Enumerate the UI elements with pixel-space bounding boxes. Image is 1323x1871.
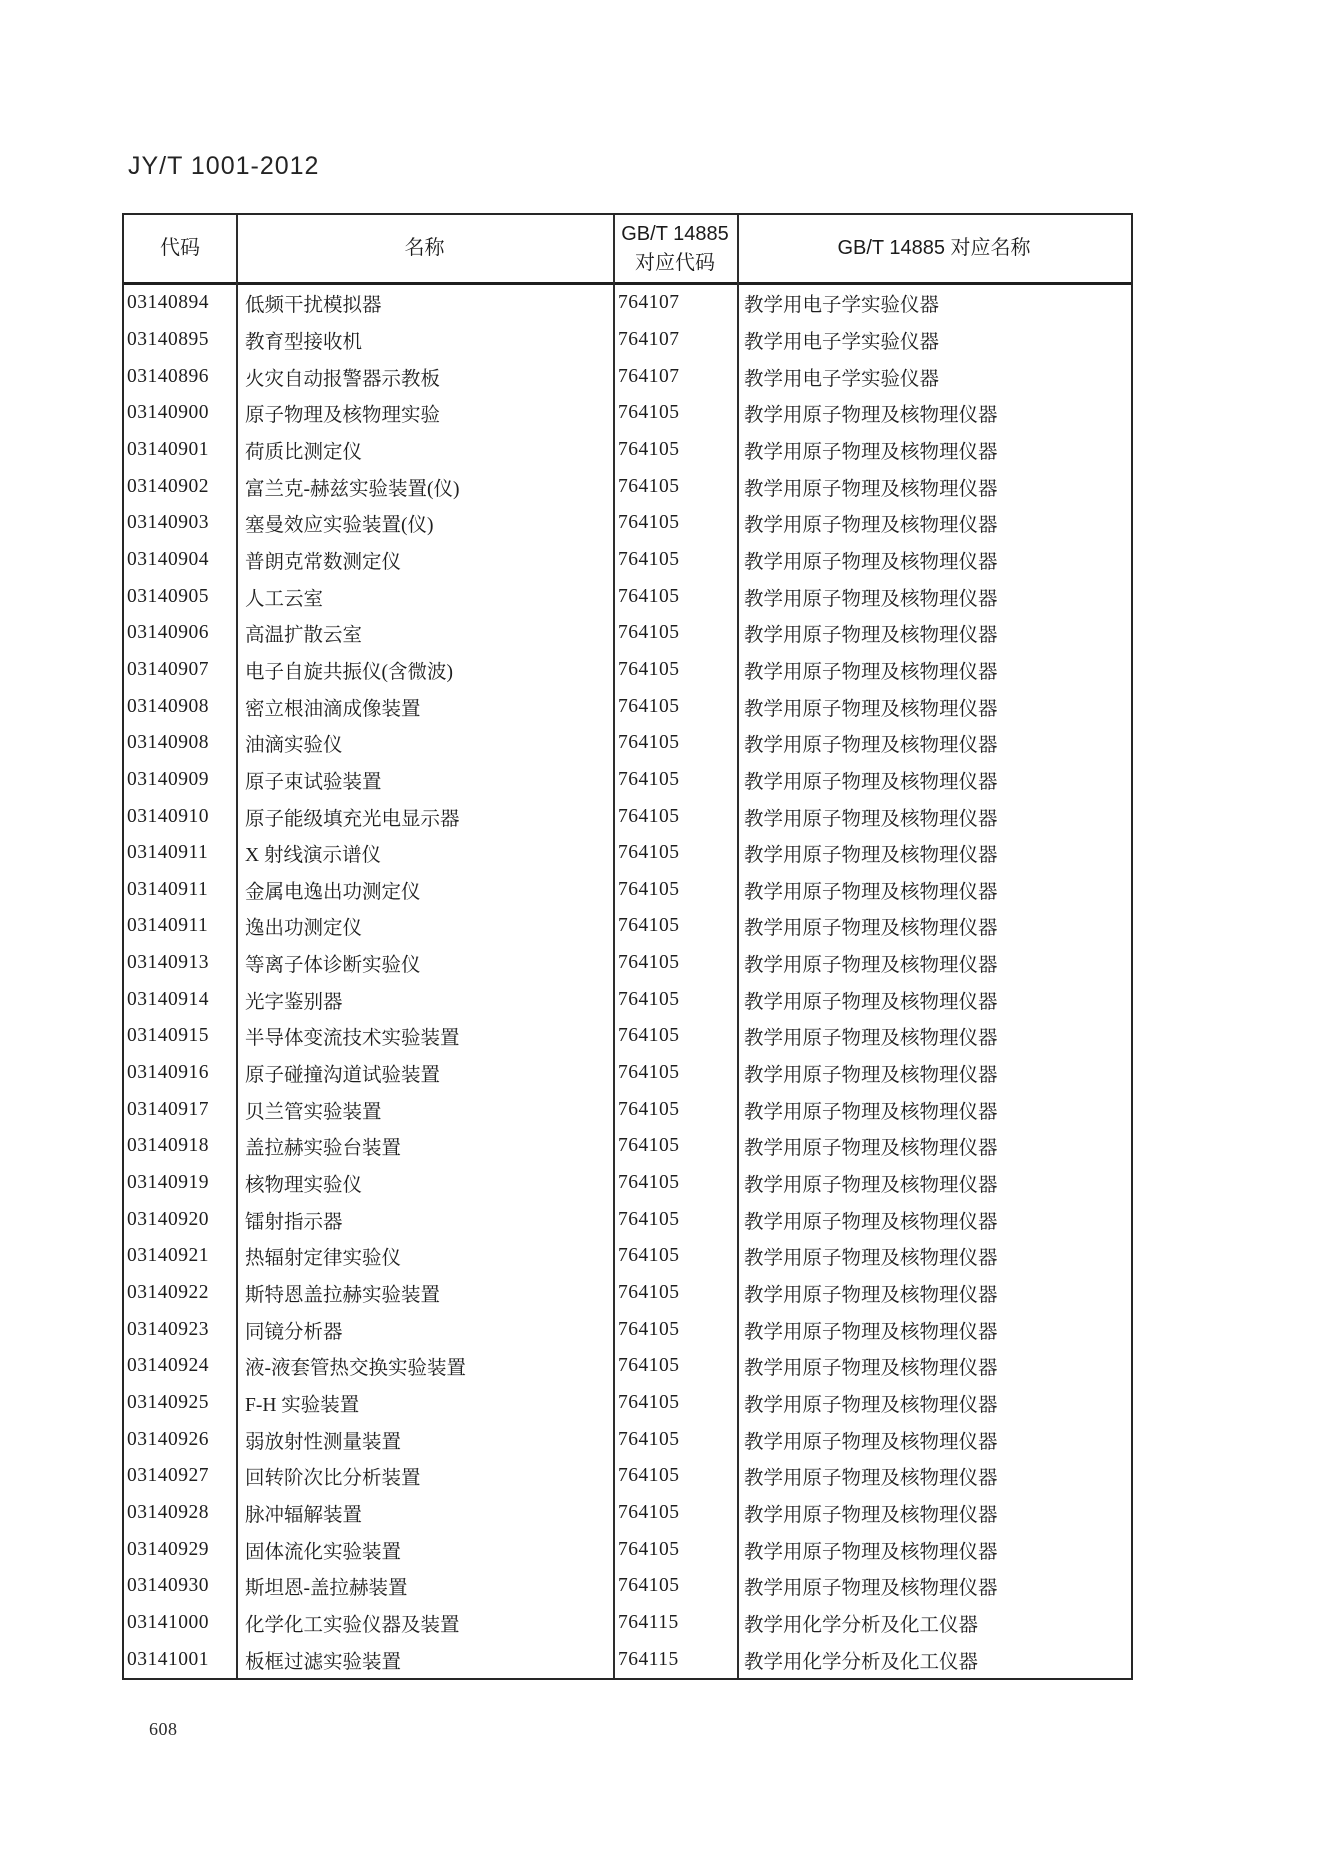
table-row [124,578,1131,615]
code-cell: 03140905 [127,585,209,607]
code-cell: 03140896 [127,365,209,387]
code-cell: 03140911 [127,878,209,900]
gb-name-cell: 教学用原子物理及核物理仪器 [744,1285,998,1307]
name-cell: 半导体变流技术实验装置 [245,1028,460,1050]
table-row [124,1018,1131,1055]
gb-code-cell: 764105 [618,548,680,570]
code-cell: 03140915 [127,1025,209,1047]
table-row [124,872,1131,909]
table-row [124,395,1131,432]
name-cell: 高温扩散云室 [245,625,363,647]
gb-name-cell: 教学用原子物理及核物理仪器 [744,1358,998,1380]
gb-code-cell: 764105 [618,732,680,754]
gb-code-cell: 764105 [618,952,680,974]
code-cell: 03140903 [127,512,209,534]
code-cell: 03140908 [127,695,209,717]
gb-code-cell: 764107 [618,292,680,314]
code-cell: 03140904 [127,548,209,570]
gb-name-cell: 教学用原子物理及核物理仪器 [744,551,998,573]
name-cell: 荷质比测定仪 [245,441,363,463]
table-row [124,1531,1131,1568]
gb-code-cell: 764105 [618,438,680,460]
name-cell: 富兰克-赫兹实验装置(仪) [245,478,460,500]
table-row [124,285,1131,322]
code-mapping-table [122,213,1133,1680]
gb-name-cell: 教学用原子物理及核物理仪器 [744,845,998,867]
gb-name-cell: 教学用原子物理及核物理仪器 [744,698,998,720]
gb-code-cell: 764105 [618,585,680,607]
name-cell: 镭射指示器 [245,1211,343,1233]
header-gb-code-line2: 对应代码 [635,251,715,274]
code-cell: 03141001 [127,1648,209,1670]
table-body [124,285,1131,1678]
table-row [124,432,1131,469]
table-row [124,1348,1131,1385]
table-row [124,688,1131,725]
gb-code-cell: 764105 [618,1501,680,1523]
gb-code-cell: 764105 [618,695,680,717]
header-gb-name: GB/T 14885 对应名称 [837,237,1031,259]
table-row [124,615,1131,652]
name-cell: 斯坦恩-盖拉赫装置 [245,1578,408,1600]
code-cell: 03140900 [127,402,209,424]
table-row [124,981,1131,1018]
table-row [124,1201,1131,1238]
gb-code-cell: 764105 [618,1208,680,1230]
table-row [124,1055,1131,1092]
gb-name-cell: 教学用化学分析及化工仪器 [744,1614,979,1636]
gb-name-cell: 教学用原子物理及核物理仪器 [744,881,998,903]
gb-code-cell: 764105 [618,1428,680,1450]
name-cell: 液-液套管热交换实验装置 [245,1358,466,1380]
gb-code-cell: 764115 [618,1611,679,1633]
gb-name-cell: 教学用原子物理及核物理仪器 [744,1468,998,1490]
name-cell: X 射线演示谱仪 [245,845,381,867]
gb-code-cell: 764107 [618,328,680,350]
code-cell: 03140909 [127,768,209,790]
gb-code-cell: 764105 [618,1465,680,1487]
name-cell: 逸出功测定仪 [245,918,363,940]
column-divider [737,215,739,1678]
gb-code-cell: 764105 [618,1025,680,1047]
table-row [124,1385,1131,1422]
code-cell: 03140910 [127,805,209,827]
code-cell: 03140901 [127,438,209,460]
code-cell: 03140908 [127,732,209,754]
name-cell: 热辐射定律实验仪 [245,1248,402,1270]
gb-name-cell: 教学用原子物理及核物理仪器 [744,1138,998,1160]
code-cell: 03140916 [127,1062,209,1084]
gb-name-cell: 教学用原子物理及核物理仪器 [744,661,998,683]
table-row [124,322,1131,359]
gb-name-cell: 教学用原子物理及核物理仪器 [744,1248,998,1270]
gb-code-cell: 764105 [618,1392,680,1414]
gb-code-cell: 764105 [618,475,680,497]
code-cell: 03140930 [127,1575,209,1597]
name-cell: 固体流化实验装置 [245,1541,402,1563]
header-code: 代码 [160,237,200,259]
code-cell: 03140919 [127,1172,209,1194]
gb-name-cell: 教学用原子物理及核物理仪器 [744,1321,998,1343]
code-cell: 03140895 [127,328,209,350]
name-cell: 盖拉赫实验台装置 [245,1138,402,1160]
gb-code-cell: 764105 [618,915,680,937]
code-cell: 03140907 [127,658,209,680]
gb-code-cell: 764105 [618,1172,680,1194]
standard-number-title: JY/T 1001-2012 [128,152,320,180]
code-cell: 03140928 [127,1501,209,1523]
code-cell: 03141000 [127,1611,209,1633]
code-cell: 03140929 [127,1538,209,1560]
code-cell: 03140911 [127,842,209,864]
table-row [124,1605,1131,1642]
name-cell: 弱放射性测量装置 [245,1431,402,1453]
name-cell: 塞曼效应实验装置(仪) [245,515,434,537]
table-row [124,1458,1131,1495]
gb-code-cell: 764105 [618,1538,680,1560]
gb-code-cell: 764105 [618,768,680,790]
code-cell: 03140918 [127,1135,209,1157]
column-divider [613,215,615,1678]
gb-code-cell: 764105 [618,658,680,680]
table-row [124,1128,1131,1165]
code-cell: 03140926 [127,1428,209,1450]
table-row [124,1091,1131,1128]
name-cell: 光字鉴别器 [245,991,343,1013]
gb-code-cell: 764105 [618,1135,680,1157]
table-row [124,1165,1131,1202]
gb-name-cell: 教学用原子物理及核物理仪器 [744,808,998,830]
gb-code-cell: 764105 [618,1098,680,1120]
table-row [124,908,1131,945]
code-cell: 03140925 [127,1392,209,1414]
name-cell: 原子碰撞沟道试验装置 [245,1065,441,1087]
gb-code-cell: 764105 [618,842,680,864]
table-row [124,1275,1131,1312]
code-cell: 03140917 [127,1098,209,1120]
gb-code-cell: 764105 [618,805,680,827]
table-row [124,542,1131,579]
gb-name-cell: 教学用电子学实验仪器 [744,331,940,353]
table-row [124,358,1131,395]
gb-name-cell: 教学用原子物理及核物理仪器 [744,1431,998,1453]
gb-name-cell: 教学用电子学实验仪器 [744,368,940,390]
name-cell: 等离子体诊断实验仪 [245,955,421,977]
name-cell: 同镜分析器 [245,1321,343,1343]
gb-name-cell: 教学用原子物理及核物理仪器 [744,1175,998,1197]
name-cell: 普朗克常数测定仪 [245,551,402,573]
table-row [124,1568,1131,1605]
code-cell: 03140906 [127,622,209,644]
table-row [124,505,1131,542]
gb-name-cell: 教学用原子物理及核物理仪器 [744,1578,998,1600]
header-gb-code-line1: GB/T 14885 [621,222,729,245]
gb-name-cell: 教学用原子物理及核物理仪器 [744,991,998,1013]
code-cell: 03140914 [127,988,209,1010]
gb-name-cell: 教学用原子物理及核物理仪器 [744,515,998,537]
gb-name-cell: 教学用原子物理及核物理仪器 [744,1211,998,1233]
gb-name-cell: 教学用原子物理及核物理仪器 [744,588,998,610]
code-cell: 03140923 [127,1318,209,1340]
name-cell: 原子物理及核物理实验 [245,405,441,427]
name-cell: 回转阶次比分析装置 [245,1468,421,1490]
gb-name-cell: 教学用原子物理及核物理仪器 [744,955,998,977]
gb-code-cell: 764105 [618,878,680,900]
header-name: 名称 [404,237,445,259]
name-cell: 化学化工实验仪器及装置 [245,1614,460,1636]
name-cell: 电子自旋共振仪(含微波) [245,661,453,683]
code-cell: 03140894 [127,292,209,314]
name-cell: 低频干扰模拟器 [245,295,382,317]
gb-name-cell: 教学用原子物理及核物理仪器 [744,735,998,757]
gb-name-cell: 教学用原子物理及核物理仪器 [744,1395,998,1417]
name-cell: 火灾自动报警器示教板 [245,368,441,390]
name-cell: 原子能级填充光电显示器 [245,808,460,830]
gb-name-cell: 教学用原子物理及核物理仪器 [744,1101,998,1123]
gb-code-cell: 764105 [618,988,680,1010]
page-number: 608 [149,1719,178,1739]
gb-code-cell: 764115 [618,1648,679,1670]
table-row [124,1495,1131,1532]
gb-code-cell: 764105 [618,402,680,424]
code-cell: 03140913 [127,952,209,974]
name-cell: 贝兰管实验装置 [245,1101,382,1123]
code-cell: 03140927 [127,1465,209,1487]
code-cell: 03140902 [127,475,209,497]
gb-name-cell: 教学用化学分析及化工仪器 [744,1651,979,1673]
name-cell: 油滴实验仪 [245,735,343,757]
code-cell: 03140911 [127,915,209,937]
code-cell: 03140924 [127,1355,209,1377]
table-row [124,798,1131,835]
table-row [124,835,1131,872]
gb-code-cell: 764105 [618,1245,680,1267]
table-row [124,945,1131,982]
table-row [124,1311,1131,1348]
gb-code-cell: 764105 [618,1575,680,1597]
name-cell: 人工云室 [245,588,324,610]
gb-name-cell: 教学用原子物理及核物理仪器 [744,405,998,427]
table-row [124,762,1131,799]
gb-name-cell: 教学用原子物理及核物理仪器 [744,771,998,793]
gb-name-cell: 教学用原子物理及核物理仪器 [744,1541,998,1563]
gb-name-cell: 教学用原子物理及核物理仪器 [744,625,998,647]
table-row [124,1641,1131,1678]
gb-code-cell: 764105 [618,1355,680,1377]
gb-code-cell: 764105 [618,1318,680,1340]
code-cell: 03140920 [127,1208,209,1230]
gb-code-cell: 764105 [618,1062,680,1084]
table-row [124,468,1131,505]
gb-code-cell: 764107 [618,365,680,387]
gb-name-cell: 教学用原子物理及核物理仪器 [744,1504,998,1526]
code-cell: 03140921 [127,1245,209,1267]
gb-name-cell: 教学用原子物理及核物理仪器 [744,1065,998,1087]
table-row [124,652,1131,689]
gb-code-cell: 764105 [618,622,680,644]
code-cell: 03140922 [127,1282,209,1304]
header-gb-code [613,215,737,282]
name-cell: 斯特恩盖拉赫实验装置 [245,1285,441,1307]
gb-name-cell: 教学用电子学实验仪器 [744,295,940,317]
table-row [124,725,1131,762]
gb-name-cell: 教学用原子物理及核物理仪器 [744,1028,998,1050]
name-cell: 板框过滤实验装置 [245,1651,402,1673]
gb-name-cell: 教学用原子物理及核物理仪器 [744,441,998,463]
name-cell: 原子束试验装置 [245,771,382,793]
name-cell: F-H 实验装置 [245,1395,360,1417]
name-cell: 核物理实验仪 [245,1175,363,1197]
gb-name-cell: 教学用原子物理及核物理仪器 [744,478,998,500]
table-header-row [124,215,1131,285]
name-cell: 金属电逸出功测定仪 [245,881,421,903]
gb-code-cell: 764105 [618,1282,680,1304]
gb-name-cell: 教学用原子物理及核物理仪器 [744,918,998,940]
table-row [124,1421,1131,1458]
gb-code-cell: 764105 [618,512,680,534]
name-cell: 密立根油滴成像装置 [245,698,421,720]
column-divider [236,215,238,1678]
name-cell: 教育型接收机 [245,331,363,353]
table-row [124,1238,1131,1275]
name-cell: 脉冲辐解装置 [245,1504,363,1526]
